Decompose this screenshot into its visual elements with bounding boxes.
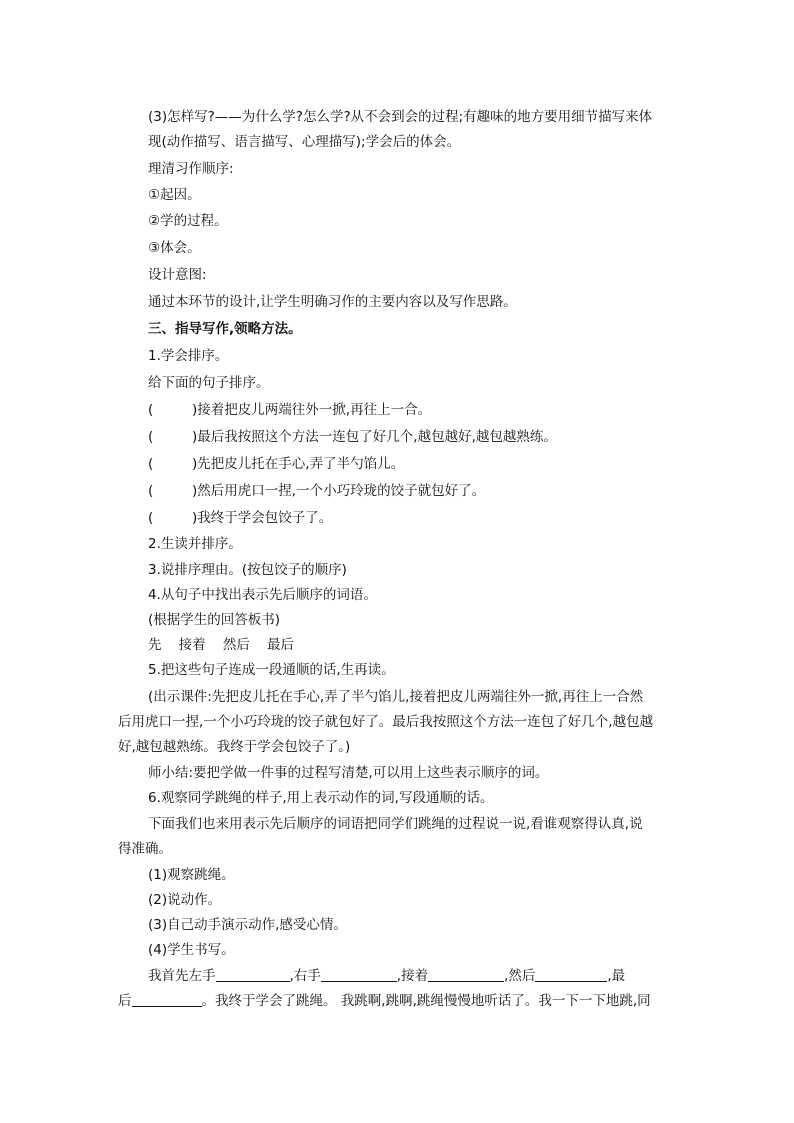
ordering-sentence xyxy=(148,401,431,419)
fill-in-line xyxy=(118,992,651,1010)
open-paren: ( xyxy=(148,483,154,499)
step-item: 4.从句子中找出表示先后顺序的词语。 xyxy=(148,587,377,603)
answer-blank[interactable] xyxy=(535,967,607,982)
section-heading: 三、指导写作,领略方法。 xyxy=(148,321,302,337)
sentence-text: 先把皮儿托在手心,弄了半勺馅儿。 xyxy=(197,456,405,472)
sentence-text: 然后用虎口一捏,一个小巧玲珑的饺子就包好了。 xyxy=(197,483,486,499)
sub-step: (4)学生书写。 xyxy=(148,942,235,958)
close-paren: ) xyxy=(192,510,198,526)
fill-in-line xyxy=(148,967,625,985)
answer-blank[interactable] xyxy=(321,967,397,982)
paragraph-line: (3)怎样写?——为什么学?怎么学?从不会到会的过程;有趣味的地方要用细节描写来体 xyxy=(148,109,653,125)
order-item: ③体会。 xyxy=(148,240,201,256)
ordering-sentence xyxy=(148,428,557,446)
step-item: 3.说排序理由。(按包饺子的顺序) xyxy=(148,562,347,578)
board-words: 先 接着 然后 最后 xyxy=(148,637,294,653)
order-item: ①起因。 xyxy=(148,187,201,203)
fill-text: ,右手 xyxy=(289,968,321,984)
close-paren: ) xyxy=(192,483,198,499)
design-text: 通过本环节的设计,让学生明确习作的主要内容以及写作思路。 xyxy=(148,294,517,310)
answer-blank[interactable] xyxy=(428,967,504,982)
courseware-line: 好,越包越熟练。我终于学会包饺子了。) xyxy=(118,739,351,755)
order-title: 理清习作顺序: xyxy=(148,161,234,177)
sentence-text: 最后我按照这个方法一连包了好几个,越包越好,越包越熟练。 xyxy=(197,429,557,445)
ordering-sentence xyxy=(148,455,404,473)
open-paren: ( xyxy=(148,456,154,472)
step-instruction: 给下面的句子排序。 xyxy=(148,375,270,391)
fill-text: 。我终于学会了跳绳。 我跳啊,跳啊,跳绳慢慢地听话了。我一下一下地跳,同 xyxy=(201,993,651,1009)
design-label: 设计意图: xyxy=(148,267,207,283)
paragraph-line: 得准确。 xyxy=(118,841,172,857)
close-paren: ) xyxy=(192,429,198,445)
fill-text: 我首先左手 xyxy=(148,968,216,984)
ordering-sentence xyxy=(148,482,485,500)
sentence-text: 接着把皮儿两端往外一掀,再往上一合。 xyxy=(197,402,432,418)
fill-text: ,接着 xyxy=(396,968,429,984)
fill-text: ,最 xyxy=(607,968,626,984)
fill-text: ,然后 xyxy=(504,968,536,984)
answer-blank[interactable] xyxy=(132,992,202,1007)
teacher-summary: 师小结:要把学做一件事的过程写清楚,可以用上这些表示顺序的词。 xyxy=(148,765,549,781)
courseware-line: 后用虎口一捏,一个小巧玲珑的饺子就包好了。最后我按照这个方法一连包了好几个,越包越 xyxy=(118,714,654,730)
close-paren: ) xyxy=(192,402,198,418)
step-item: 5.把这些句子连成一段通顺的话,生再读。 xyxy=(148,662,395,678)
step-item: 2.生读并排序。 xyxy=(148,536,242,552)
sub-step: (3)自己动手演示动作,感受心情。 xyxy=(148,917,347,933)
fill-text: 后 xyxy=(118,993,132,1009)
open-paren: ( xyxy=(148,429,154,445)
courseware-line: (出示课件:先把皮儿托在手心,弄了半勺馅儿,接着把皮儿两端往外一掀,再往上一合然 xyxy=(148,689,644,705)
paragraph-line: 现(动作描写、语言描写、心理描写);学会后的体会。 xyxy=(148,134,461,150)
answer-blank[interactable] xyxy=(216,967,290,982)
paragraph-line: 下面我们也来用表示先后顺序的词语把同学们跳绳的过程说一说,看谁观察得认真,说 xyxy=(148,816,643,832)
step-item: 6.观察同学跳绳的样子,用上表示动作的词,写段通顺的话。 xyxy=(148,790,494,806)
open-paren: ( xyxy=(148,402,154,418)
sub-step: (1)观察跳绳。 xyxy=(148,867,235,883)
board-note: (根据学生的回答板书) xyxy=(148,612,281,628)
close-paren: ) xyxy=(192,456,198,472)
step-item: 1.学会排序。 xyxy=(148,348,229,364)
open-paren: ( xyxy=(148,510,154,526)
sub-step: (2)说动作。 xyxy=(148,892,222,908)
sentence-text: 我终于学会包饺子了。 xyxy=(197,510,333,526)
order-item: ②学的过程。 xyxy=(148,213,228,229)
ordering-sentence xyxy=(148,509,332,527)
